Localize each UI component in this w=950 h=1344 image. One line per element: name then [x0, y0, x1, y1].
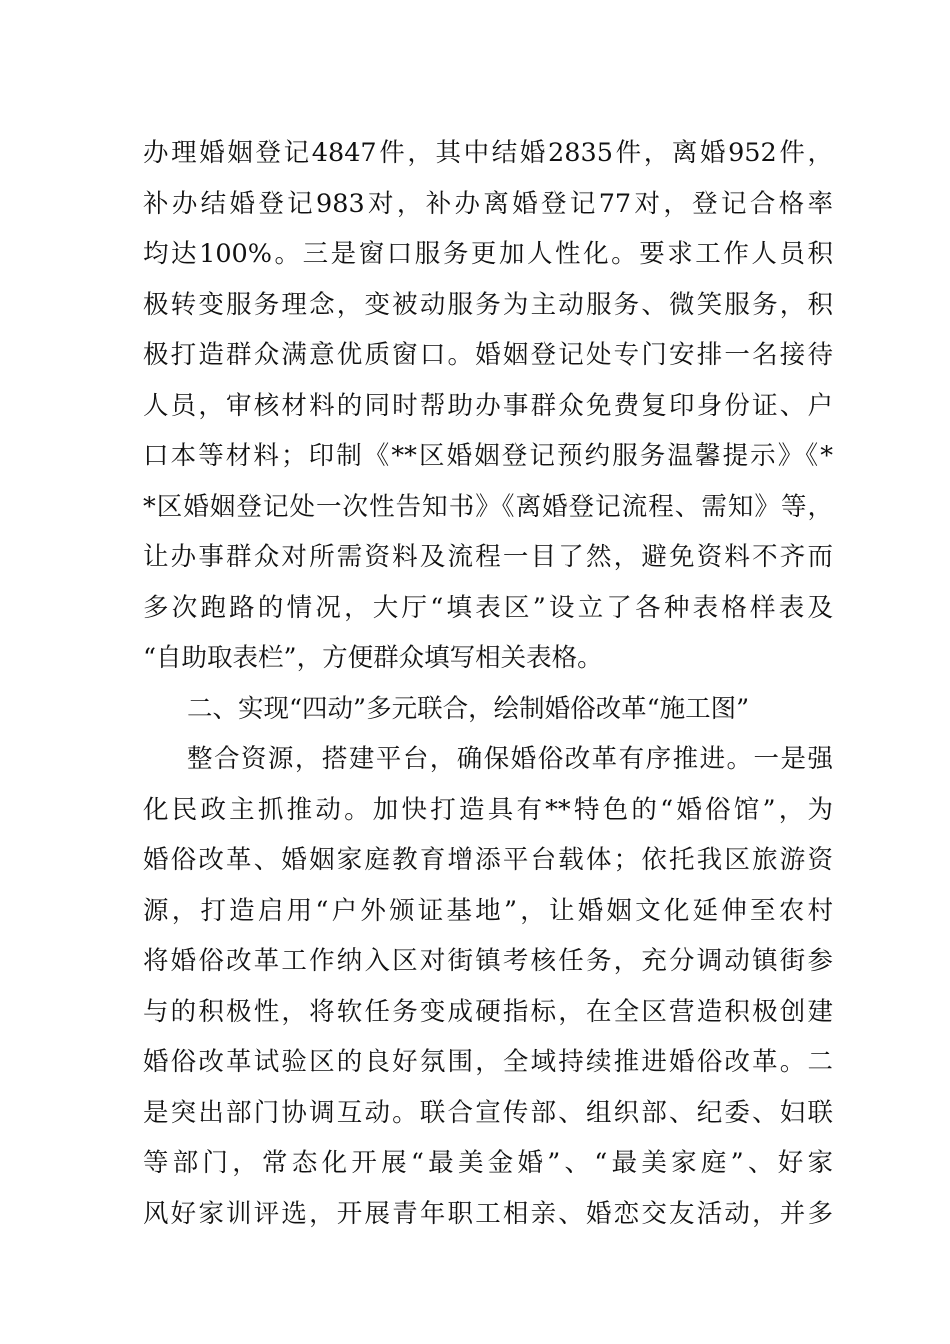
- paragraph-line: 办理婚姻登记4847件，其中结婚2835件，离婚952件，: [143, 138, 833, 168]
- paragraph-line: 将婚俗改革工作纳入区对街镇考核任务，充分调动镇街参: [143, 946, 833, 976]
- paragraph-line: 等部门，常态化开展“最美金婚”、“最美家庭”、好家: [143, 1148, 833, 1178]
- paragraph-line: 极转变服务理念，变被动服务为主动服务、微笑服务，积: [143, 289, 833, 320]
- paragraph-line: 化民政主抓推动。加快打造具有**特色的“婚俗馆”，为: [143, 794, 833, 825]
- paragraph-line: 与的积极性，将软任务变成硬指标，在全区营造积极创建: [143, 996, 833, 1027]
- paragraph-line: 极打造群众满意优质窗口。婚姻登记处专门安排一名接待: [143, 340, 833, 370]
- section-heading: 二、实现“四动”多元联合，绘制婚俗改革“施工图”: [187, 693, 750, 724]
- paragraph-line: 均达100%。三是窗口服务更加人性化。要求工作人员积: [143, 239, 833, 269]
- paragraph-line: 婚俗改革、婚姻家庭教育增添平台载体；依托我区旅游资: [143, 845, 833, 875]
- paragraph-line: 多次跑路的情况，大厅“填表区”设立了各种表格样表及: [143, 592, 833, 623]
- paragraph-line: 人员，审核材料的同时帮助办事群众免费复印身份证、户: [143, 390, 833, 421]
- paragraph-line: 风好家训评选，开展青年职工相亲、婚恋交友活动，并多: [143, 1198, 833, 1229]
- document-body: [143, 128, 833, 1239]
- paragraph-line: *区婚姻登记处一次性告知书》《离婚登记流程、需知》等，: [143, 491, 833, 522]
- paragraph-line: 整合资源，搭建平台，确保婚俗改革有序推进。一是强: [187, 744, 833, 774]
- paragraph-line: 婚俗改革试验区的良好氛围，全域持续推进婚俗改革。二: [143, 1047, 833, 1077]
- paragraph-line: 源，打造启用“户外颁证基地”，让婚姻文化延伸至农村: [143, 895, 833, 926]
- paragraph-line: 口本等材料；印制《**区婚姻登记预约服务温馨提示》《*: [143, 441, 833, 471]
- paragraph-line: 让办事群众对所需资料及流程一目了然，避免资料不齐而: [143, 542, 833, 572]
- paragraph-line: 是突出部门协调互动。联合宣传部、组织部、纪委、妇联: [143, 1097, 833, 1128]
- paragraph-line: 补办结婚登记983对，补办离婚登记77对，登记合格率: [143, 188, 833, 219]
- paragraph-line: “自助取表栏”，方便群众填写相关表格。: [143, 643, 603, 673]
